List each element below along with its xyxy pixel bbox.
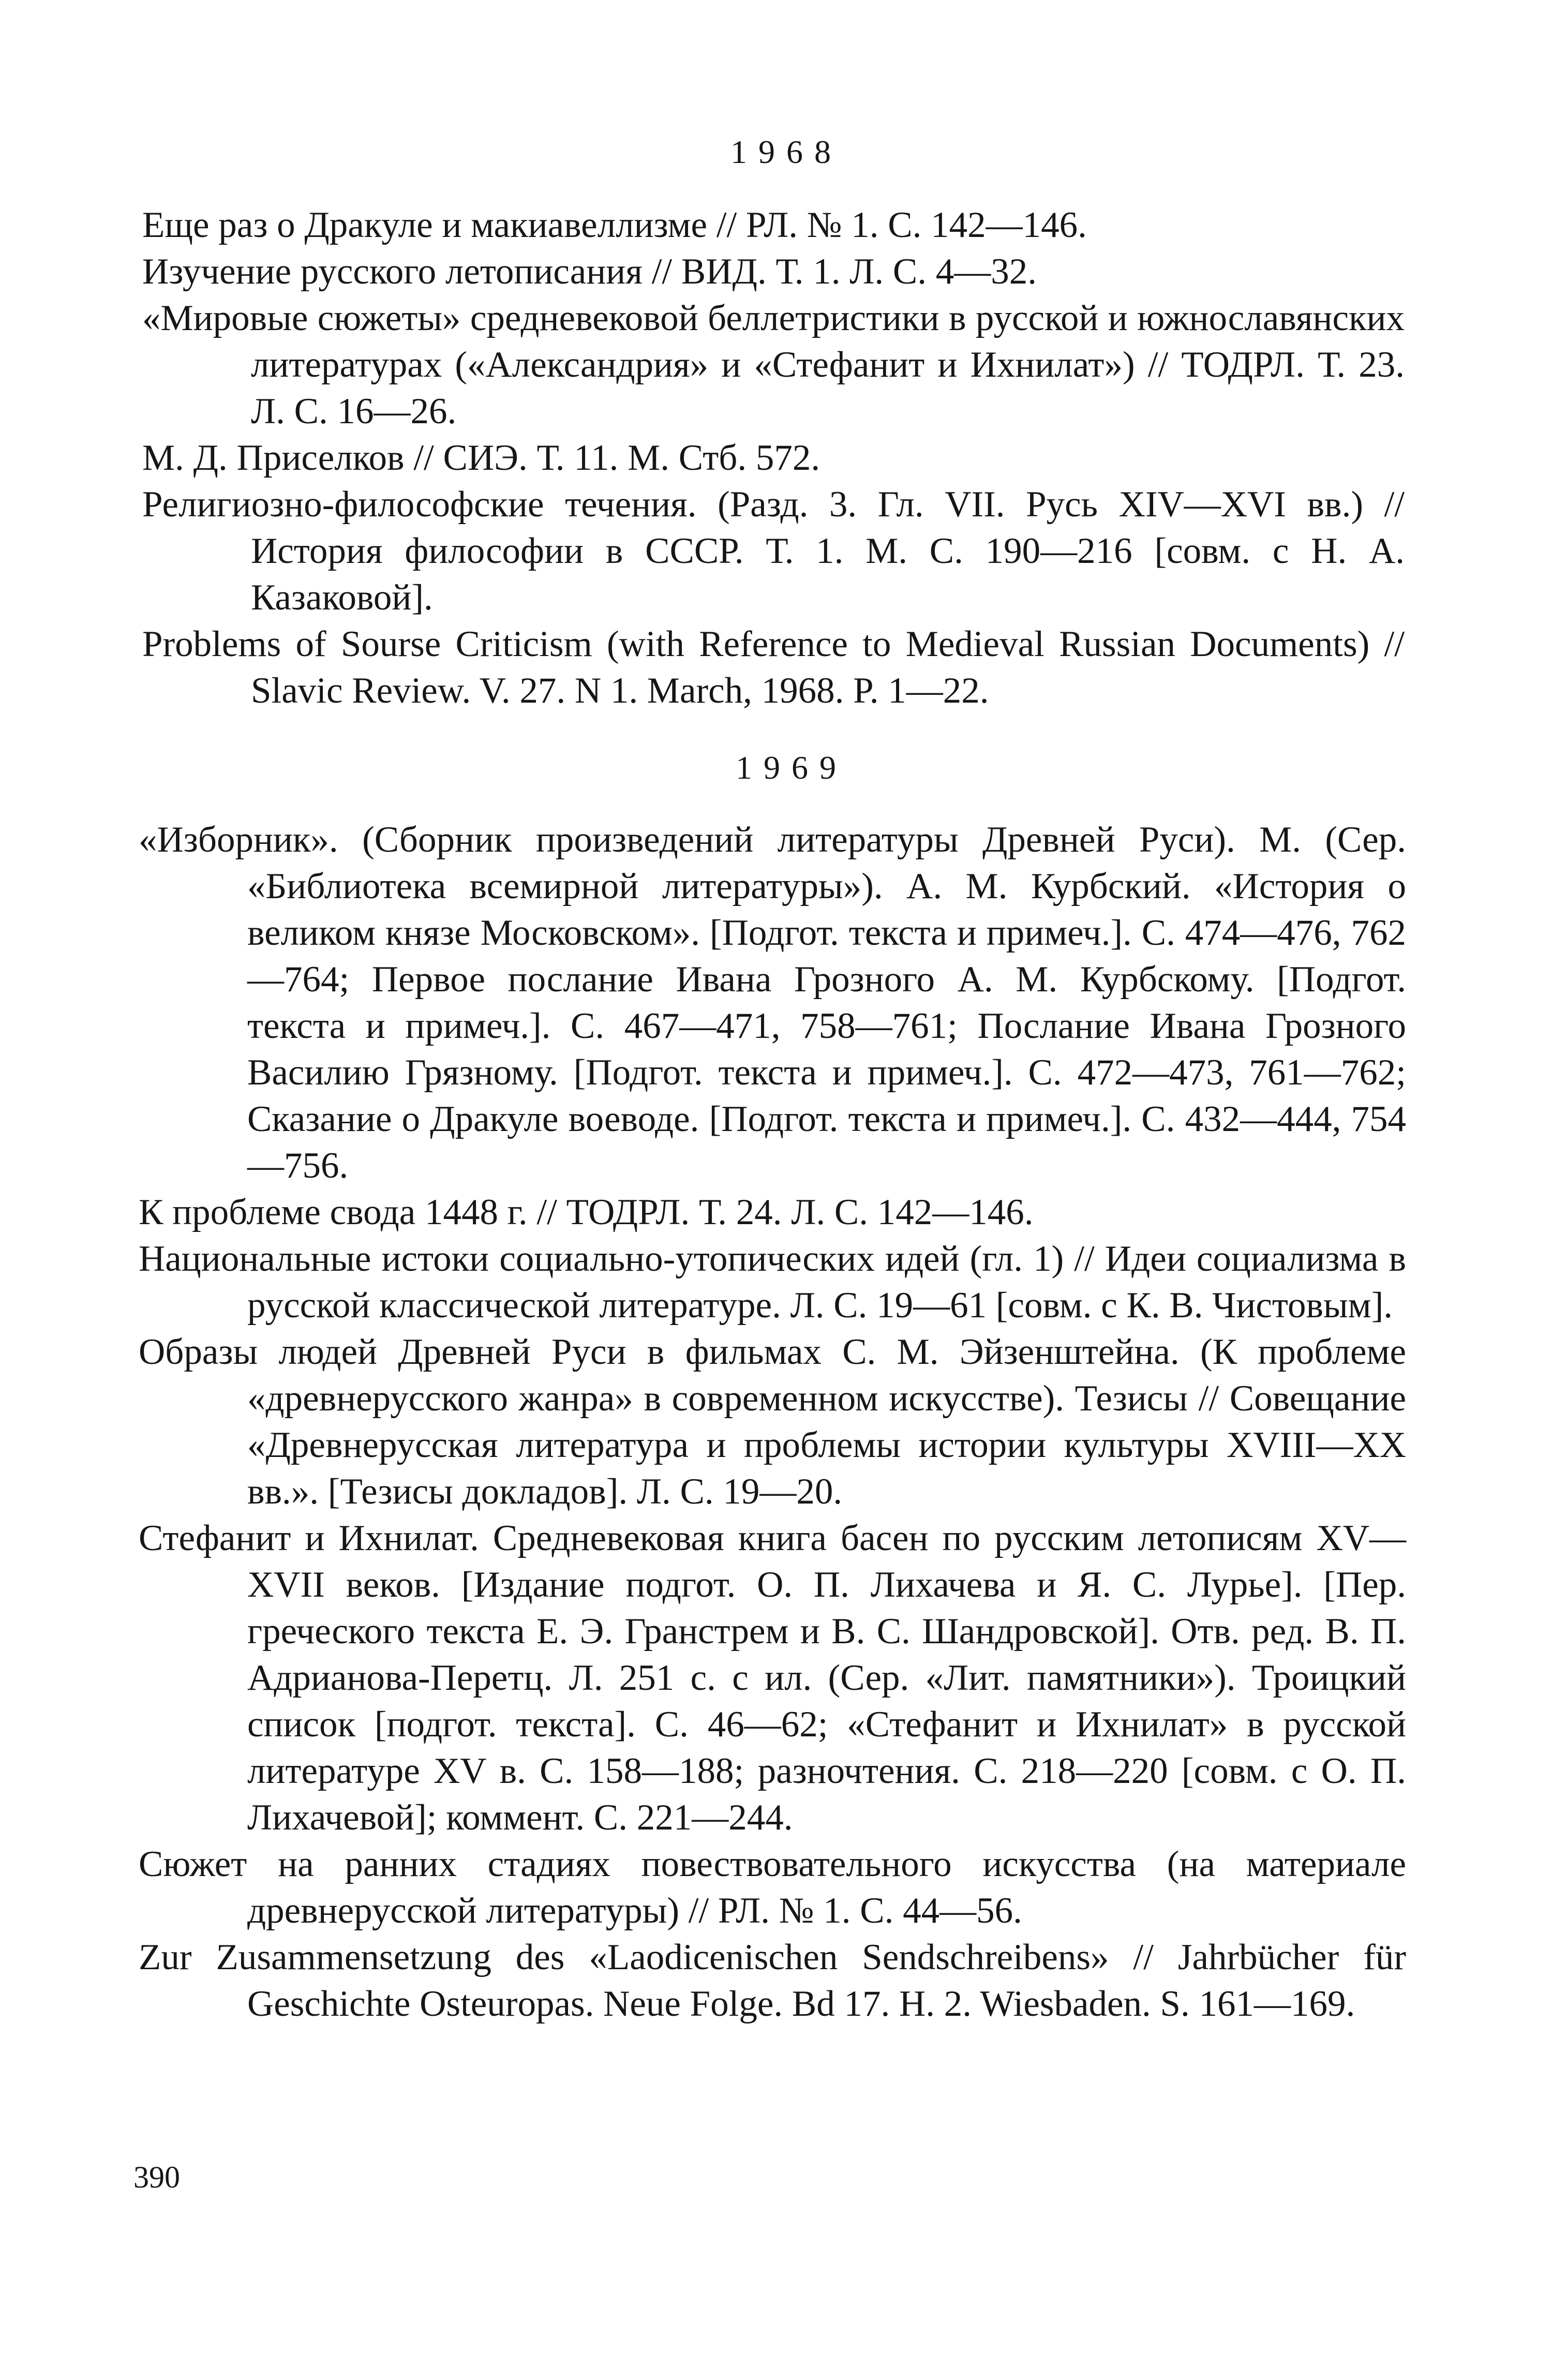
bibliography-entry: Zur Zusammensetzung des «Laodicenischen Sendschreibens» // Jahrbücher für Geschichte Osteuropas. Neue Folge. Bd 17. H. 2. Wiesbaden. S. 161—169. [139, 1937, 1406, 2024]
entries-1968 [142, 202, 1405, 714]
year-heading-1968: 1968 [730, 133, 842, 170]
bibliography-entry: Религиозно-философские течения. (Разд. 3. Гл. VII. Русь XIV—XVI вв.) // История философии в СССР. Т. 1. М. С. 190—216 [совм. с Н. А. Казаковой]. [142, 484, 1405, 618]
year-heading-1969: 1969 [736, 749, 847, 786]
bibliography-entry: М. Д. Приселков // СИЭ. Т. 11. М. Стб. 572. [142, 438, 820, 478]
bibliography-entry: Изучение русского летописания // ВИД. Т. 1. Л. С. 4—32. [142, 251, 1037, 292]
bibliography-entry: К проблеме свода 1448 г. // ТОДРЛ. Т. 24. Л. С. 142—146. [139, 1192, 1034, 1232]
bibliography-entry: Сюжет на ранних стадиях повествовательного искусства (на материале древнерусской литературы) // РЛ. № 1. С. 44—56. [139, 1844, 1406, 1931]
bibliography-entry: Problems of Sourse Criticism (with Reference to Medieval Russian Documents) // Slavic Review. V. 27. N 1. March, 1968. P. 1—22. [142, 624, 1405, 711]
bibliography-entry: Образы людей Древней Руси в фильмах С. М. Эйзенштейна. (К проблеме «древнерусского жанра» в современном искусстве). Тезисы // Совещание «Древнерусская литература и проблемы истории культуры XVIII—XX вв.». [Тезисы докладов]. Л. С. 19—20. [139, 1332, 1406, 1512]
entries-1969 [139, 816, 1406, 2027]
bibliography-entry: Стефанит и Ихнилат. Средневековая книга басен по русским летописям XV—XVII веков. [Издание подгот. О. П. Лихачева и Я. С. Лурье]. [Пер. греческого текста Е. Э. Гранстрем и В. С. Шандровской]. Отв. ред. В. П. Адрианова-Перетц. Л. 251 с. с ил. (Сер. «Лит. памятники»). Троицкий список [подгот. текста]. С. 46—62; «Стефанит и Ихнилат» в русской литературе XV в. С. 158—188; разночтения. С. 218—220 [совм. с О. П. Лихачевой]; коммент. С. 221—244. [139, 1518, 1406, 1838]
bibliography-entry: Еще раз о Дракуле и макиавеллизме // РЛ. № 1. С. 142—146. [142, 205, 1087, 245]
bibliography-entry: Национальные истоки социально-утопических идей (гл. 1) // Идеи социализма в русской классической литературе. Л. С. 19—61 [совм. с К. В. Чистовым]. [139, 1239, 1406, 1326]
page-number: 390 [133, 2160, 180, 2194]
bibliography-entry: «Мировые сюжеты» средневековой беллетристики в русской и южнославянских литературах («Александрия» и «Стефанит и Ихнилат») // ТОДРЛ. Т. 23. Л. С. 16—26. [142, 298, 1405, 432]
bibliography-entry: «Изборник». (Сборник произведений литературы Древней Руси). М. (Сер. «Библиотека всемирной литературы»). А. М. Курбский. «История о великом князе Московском». [Подгот. текста и примеч.]. С. 474—476, 762—764; Первое послание Ивана Грозного А. М. Курбскому. [Подгот. текста и примеч.]. С. 467—471, 758—761; Послание Ивана Грозного Василию Грязному. [Подгот. текста и примеч.]. С. 472—473, 761—762; Сказание о Дракуле воеводе. [Подгот. текста и примеч.]. С. 432—444, 754—756. [139, 820, 1406, 1186]
